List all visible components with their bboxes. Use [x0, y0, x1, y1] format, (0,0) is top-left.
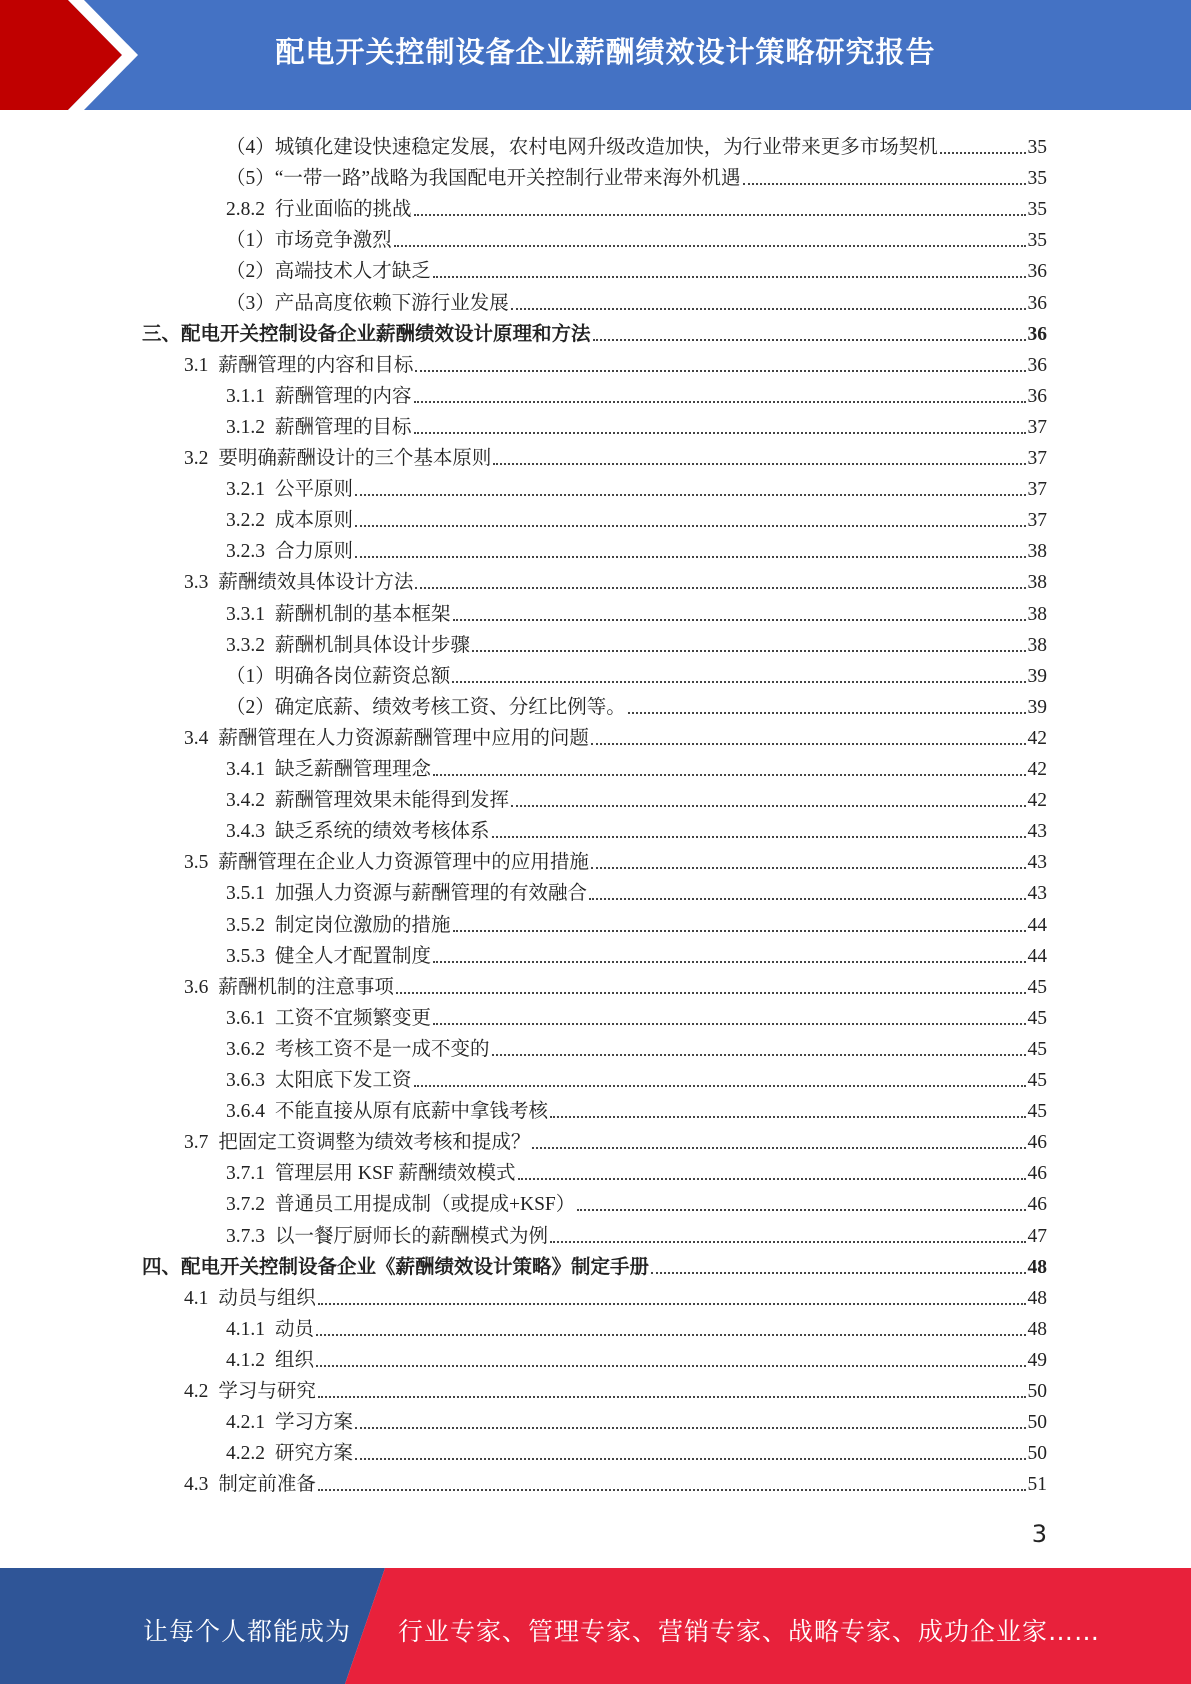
toc-entry-number: 3.6.2	[226, 1038, 265, 1060]
toc-entry-page: 46	[1027, 1194, 1047, 1216]
page-footer	[0, 1568, 1191, 1684]
toc-entry[interactable]	[226, 596, 1047, 627]
toc-dot-leader	[593, 339, 1026, 341]
toc-entry-page: 42	[1027, 727, 1047, 749]
toc-entry-page: 43	[1027, 883, 1047, 905]
toc-entry[interactable]	[226, 222, 1047, 253]
toc-entry-title: 薪酬管理的内容	[275, 385, 412, 407]
toc-entry-number: 3.3.1	[226, 603, 265, 625]
toc-entry-number: 3.6	[184, 976, 209, 998]
toc-entry-number: 3.5.2	[226, 914, 265, 936]
toc-dot-leader	[628, 712, 1026, 714]
toc-dot-leader	[651, 1272, 1025, 1274]
toc-entry[interactable]	[184, 1280, 1047, 1311]
toc-entry[interactable]	[226, 1342, 1047, 1373]
toc-entry-title: 考核工资不是一成不变的	[275, 1038, 490, 1060]
toc-entry-page: 35	[1027, 168, 1047, 190]
toc-entry-page: 51	[1027, 1474, 1047, 1496]
toc-dot-leader	[433, 276, 1026, 278]
toc-entry[interactable]	[184, 844, 1047, 875]
toc-entry-number: 3.7.1	[226, 1163, 265, 1185]
toc-entry[interactable]	[226, 938, 1047, 969]
toc-entry-page: 36	[1027, 261, 1047, 283]
toc-dot-leader	[940, 152, 1026, 154]
toc-entry[interactable]	[226, 1186, 1047, 1217]
toc-dot-leader	[433, 961, 1025, 963]
toc-entry[interactable]	[226, 502, 1047, 533]
toc-entry-page: 36	[1027, 385, 1047, 407]
toc-entry-title: 缺乏薪酬管理理念	[275, 759, 432, 780]
toc-dot-leader	[493, 463, 1025, 465]
toc-entry-number: 3.4	[184, 727, 209, 749]
toc-entry-number: 4.1.1	[226, 1318, 265, 1340]
toc-entry-title: 薪酬管理在人力资源薪酬管理中应用的问题	[218, 727, 589, 749]
page-header	[0, 0, 1191, 110]
page-number: 3	[1031, 1520, 1047, 1548]
toc-dot-leader	[355, 556, 1025, 558]
toc-entry-page: 50	[1027, 1412, 1047, 1434]
toc-entry-number: 3.7.3	[226, 1225, 265, 1247]
toc-entry-title: 薪酬机制的注意事项	[218, 976, 394, 998]
toc-entry[interactable]	[226, 875, 1047, 906]
toc-entry-title: 太阳底下发工资	[275, 1070, 412, 1091]
toc-entry-title: 三、配电开关控制设备企业薪酬绩效设计原理和方法	[142, 323, 591, 345]
toc-entry[interactable]	[226, 1062, 1047, 1093]
toc-entry-page: 49	[1027, 1349, 1047, 1371]
toc-entry[interactable]	[226, 409, 1047, 440]
toc-entry-number: 3.5	[184, 852, 209, 874]
toc-dot-leader	[518, 1178, 1026, 1180]
toc-entry-title: 薪酬机制具体设计步骤	[275, 634, 471, 656]
toc-entry[interactable]	[226, 1311, 1047, 1342]
toc-dot-leader	[453, 930, 1026, 932]
toc-entry-title: 合力原则	[275, 541, 354, 563]
toc-dot-leader	[743, 183, 1026, 185]
toc-dot-leader	[577, 1209, 1025, 1211]
toc-entry[interactable]	[226, 907, 1047, 938]
toc-dot-leader	[492, 1054, 1026, 1056]
toc-entry-page: 45	[1027, 1070, 1047, 1091]
toc-entry-page: 47	[1027, 1225, 1047, 1247]
toc-entry-number: 3.1.1	[226, 385, 265, 407]
toc-entry-title: 要明确薪酬设计的三个基本原则	[218, 448, 492, 469]
toc-entry-page: 37	[1027, 479, 1047, 501]
toc-entry-page: 38	[1027, 572, 1047, 594]
toc-entry-number: 3.7.2	[226, 1194, 265, 1216]
toc-entry-page: 44	[1027, 945, 1047, 967]
toc-entry[interactable]	[226, 1155, 1047, 1186]
toc-dot-leader	[511, 805, 1025, 807]
toc-entry[interactable]	[226, 285, 1047, 316]
toc-entry-number: 3.5.1	[226, 883, 265, 905]
footer-slogan-left: 让每个人都能成为	[143, 1617, 352, 1646]
toc-dot-leader	[433, 1023, 1025, 1025]
toc-entry[interactable]	[226, 1404, 1047, 1435]
toc-dot-leader	[550, 1116, 1025, 1118]
toc-entry-page: 38	[1027, 541, 1047, 563]
toc-entry-page: 50	[1027, 1443, 1047, 1465]
toc-entry-number: 3.6.3	[226, 1070, 265, 1091]
toc-entry-page: 45	[1027, 1101, 1047, 1123]
toc-dot-leader	[433, 774, 1025, 776]
toc-entry-number: 3.2.3	[226, 541, 265, 563]
toc-entry[interactable]	[226, 627, 1047, 658]
toc-entry[interactable]	[184, 1373, 1047, 1404]
toc-entry-page: 37	[1027, 510, 1047, 532]
toc-entry[interactable]	[226, 471, 1047, 502]
toc-entry-page: 48	[1027, 1287, 1047, 1309]
toc-entry-number: 3.2.2	[226, 510, 265, 532]
toc-entry-title: 以一餐厅厨师长的薪酬模式为例	[275, 1225, 549, 1247]
toc-entry-page: 43	[1027, 852, 1047, 874]
toc-entry-title: （5）“一带一路”战略为我国配电开关控制行业带来海外机遇	[226, 168, 741, 190]
toc-entry-number: 3.6.4	[226, 1101, 265, 1123]
toc-entry-number: 3.4.1	[226, 759, 265, 780]
toc-dot-leader	[589, 898, 1025, 900]
toc-entry-title: 学习与研究	[218, 1381, 316, 1402]
toc-entry-page: 45	[1027, 1007, 1047, 1029]
toc-entry-title: 缺乏系统的绩效考核体系	[275, 821, 490, 843]
toc-entry-number: 3.2	[184, 448, 209, 469]
toc-entry-number: 3.4.3	[226, 821, 265, 843]
toc-dot-leader	[396, 992, 1026, 994]
toc-entry-title: 成本原则	[275, 510, 354, 532]
toc-entry-title: 制定岗位激励的措施	[275, 914, 451, 936]
toc-entry[interactable]	[226, 658, 1047, 689]
toc-entry-title: 普通员工用提成制（或提成+KSF）	[275, 1194, 576, 1216]
toc-entry[interactable]	[184, 564, 1047, 595]
toc-entry[interactable]	[184, 720, 1047, 751]
toc-entry-title: （1）市场竞争激烈	[226, 230, 392, 252]
toc-entry-number: 4.3	[184, 1474, 209, 1496]
toc-entry[interactable]	[226, 689, 1047, 720]
toc-entry-title: 不能直接从原有底薪中拿钱考核	[275, 1101, 549, 1123]
toc-entry-number: 4.2.1	[226, 1412, 265, 1434]
toc-dot-leader	[355, 1427, 1025, 1429]
toc-entry[interactable]	[226, 191, 1047, 222]
toc-entry-page: 48	[1027, 1256, 1047, 1278]
toc-entry[interactable]	[184, 440, 1047, 471]
toc-dot-leader	[355, 494, 1025, 496]
toc-dot-leader	[511, 308, 1026, 310]
toc-dot-leader	[550, 1241, 1025, 1243]
toc-dot-leader	[453, 619, 1026, 621]
toc-dot-leader	[414, 214, 1026, 216]
toc-entry-page: 45	[1027, 976, 1047, 998]
toc-entry-page: 36	[1027, 292, 1047, 314]
toc-entry[interactable]	[226, 751, 1047, 782]
toc-entry[interactable]	[184, 347, 1047, 378]
toc-dot-leader	[414, 401, 1026, 403]
toc-dot-leader	[591, 867, 1026, 869]
toc-entry-title: （2）高端技术人才缺乏	[226, 261, 431, 283]
toc-entry-number: 3.4.2	[226, 790, 265, 812]
toc-entry-title: 动员	[275, 1318, 315, 1340]
toc-entry-title: 薪酬管理在企业人力资源管理中的应用措施	[218, 852, 589, 874]
toc-entry[interactable]	[226, 253, 1047, 284]
toc-dot-leader	[318, 1489, 1026, 1491]
toc-entry-number: 4.2	[184, 1381, 209, 1402]
toc-entry-title: （2）确定底薪、绩效考核工资、分红比例等。	[226, 696, 626, 718]
toc-entry-page: 50	[1027, 1381, 1047, 1402]
toc-entry[interactable]	[184, 1124, 1047, 1155]
toc-entry[interactable]	[142, 316, 1047, 347]
toc-entry-title: （3）产品高度依赖下游行业发展	[226, 292, 509, 314]
toc-dot-leader	[355, 525, 1025, 527]
toc-entry-number: 3.5.3	[226, 945, 265, 967]
toc-entry-title: 制定前准备	[218, 1474, 316, 1496]
toc-entry[interactable]	[226, 1031, 1047, 1062]
toc-entry-page: 39	[1027, 665, 1047, 687]
toc-dot-leader	[452, 681, 1025, 683]
toc-entry-page: 46	[1027, 1163, 1047, 1185]
toc-entry-title: 动员与组织	[218, 1287, 316, 1309]
toc-entry-title: 薪酬管理效果未能得到发挥	[275, 790, 510, 812]
toc-entry-title: 薪酬管理的内容和目标	[218, 354, 414, 376]
toc-entry-number: 4.1.2	[226, 1349, 265, 1371]
toc-entry-number: 3.1	[184, 354, 209, 376]
toc-entry[interactable]	[226, 1218, 1047, 1249]
toc-dot-leader	[414, 432, 1026, 434]
toc-entry-number: 4.1	[184, 1287, 209, 1309]
toc-dot-leader	[414, 1085, 1026, 1087]
toc-entry[interactable]	[226, 378, 1047, 409]
toc-entry-page: 38	[1027, 634, 1047, 656]
toc-entry-number: 2.8.2	[226, 199, 265, 221]
toc-entry-title: 薪酬机制的基本框架	[275, 603, 451, 625]
toc-entry-page: 44	[1027, 914, 1047, 936]
toc-entry[interactable]	[226, 533, 1047, 564]
toc-entry[interactable]	[226, 129, 1047, 160]
toc-entry-title: 四、配电开关控制设备企业《薪酬绩效设计策略》制定手册	[142, 1256, 650, 1278]
toc-entry-title: 公平原则	[275, 479, 354, 501]
toc-entry[interactable]	[226, 160, 1047, 191]
toc-entry[interactable]	[226, 813, 1047, 844]
toc-entry[interactable]	[184, 969, 1047, 1000]
toc-entry-page: 35	[1027, 137, 1047, 158]
toc-dot-leader	[316, 1334, 1025, 1336]
toc-dot-leader	[492, 836, 1026, 838]
toc-entry-page: 42	[1027, 759, 1047, 780]
toc-entry-title: 管理层用 KSF 薪酬绩效模式	[275, 1163, 516, 1185]
toc-entry-number: 3.6.1	[226, 1007, 265, 1029]
toc-entry-page: 38	[1027, 603, 1047, 625]
toc-entry-page: 45	[1027, 1038, 1047, 1060]
toc-dot-leader	[591, 743, 1026, 745]
toc-entry-page: 35	[1027, 230, 1047, 252]
toc-dot-leader	[355, 1458, 1025, 1460]
toc-entry-page: 36	[1027, 354, 1047, 376]
toc-entry-number: 3.2.1	[226, 479, 265, 501]
toc-dot-leader	[532, 1147, 1025, 1149]
toc-entry-page: 48	[1027, 1318, 1047, 1340]
toc-entry-title: 薪酬绩效具体设计方法	[218, 572, 414, 594]
toc-dot-leader	[415, 370, 1025, 372]
toc-entry-page: 35	[1027, 199, 1047, 221]
toc-entry-page: 39	[1027, 696, 1047, 718]
toc-entry-page: 42	[1027, 790, 1047, 812]
toc-entry-title: 加强人力资源与薪酬管理的有效融合	[275, 883, 588, 905]
toc-entry-title: 薪酬管理的目标	[275, 416, 412, 438]
toc-entry-title: 行业面临的挑战	[275, 199, 412, 221]
header-title: 配电开关控制设备企业薪酬绩效设计策略研究报告	[275, 35, 936, 69]
toc-entry-title: （4）城镇化建设快速稳定发展，农村电网升级改造加快，为行业带来更多市场契机	[226, 137, 938, 158]
footer-slogan-right: 行业专家、管理专家、营销专家、战略专家、成功企业家……	[398, 1617, 1101, 1646]
toc-entry[interactable]	[142, 1249, 1047, 1280]
toc-dot-leader	[394, 245, 1026, 247]
toc-dot-leader	[318, 1396, 1026, 1398]
toc-entry-number: 3.7	[184, 1132, 209, 1154]
toc-entry[interactable]	[226, 782, 1047, 813]
toc-entry-title: 把固定工资调整为绩效考核和提成？	[218, 1132, 531, 1154]
toc-entry-number: 3.3.2	[226, 634, 265, 656]
toc-entry-page: 36	[1027, 323, 1047, 345]
toc-entry-page: 46	[1027, 1132, 1047, 1154]
toc-entry-title: 工资不宜频繁变更	[275, 1007, 432, 1029]
toc-entry-title: （1）明确各岗位薪资总额	[226, 665, 451, 687]
toc-entry[interactable]	[184, 1466, 1047, 1497]
toc-entry-page: 43	[1027, 821, 1047, 843]
toc-entry-number: 4.2.2	[226, 1443, 265, 1465]
toc-entry-title: 组织	[275, 1349, 315, 1371]
toc-entry-number: 3.3	[184, 572, 209, 594]
toc-dot-leader	[318, 1303, 1026, 1305]
toc-entry-title: 学习方案	[275, 1412, 354, 1434]
toc-dot-leader	[415, 587, 1025, 589]
toc-entry[interactable]	[226, 1093, 1047, 1124]
toc-dot-leader	[472, 650, 1025, 652]
toc-entry[interactable]	[226, 1000, 1047, 1031]
toc-entry-page: 37	[1027, 416, 1047, 438]
toc-entry-title: 研究方案	[275, 1443, 354, 1465]
toc-entry[interactable]	[226, 1435, 1047, 1466]
toc-dot-leader	[316, 1365, 1025, 1367]
toc-entry-page: 37	[1027, 448, 1047, 469]
toc-entry-title: 健全人才配置制度	[275, 945, 432, 967]
toc-entry-number: 3.1.2	[226, 416, 265, 438]
